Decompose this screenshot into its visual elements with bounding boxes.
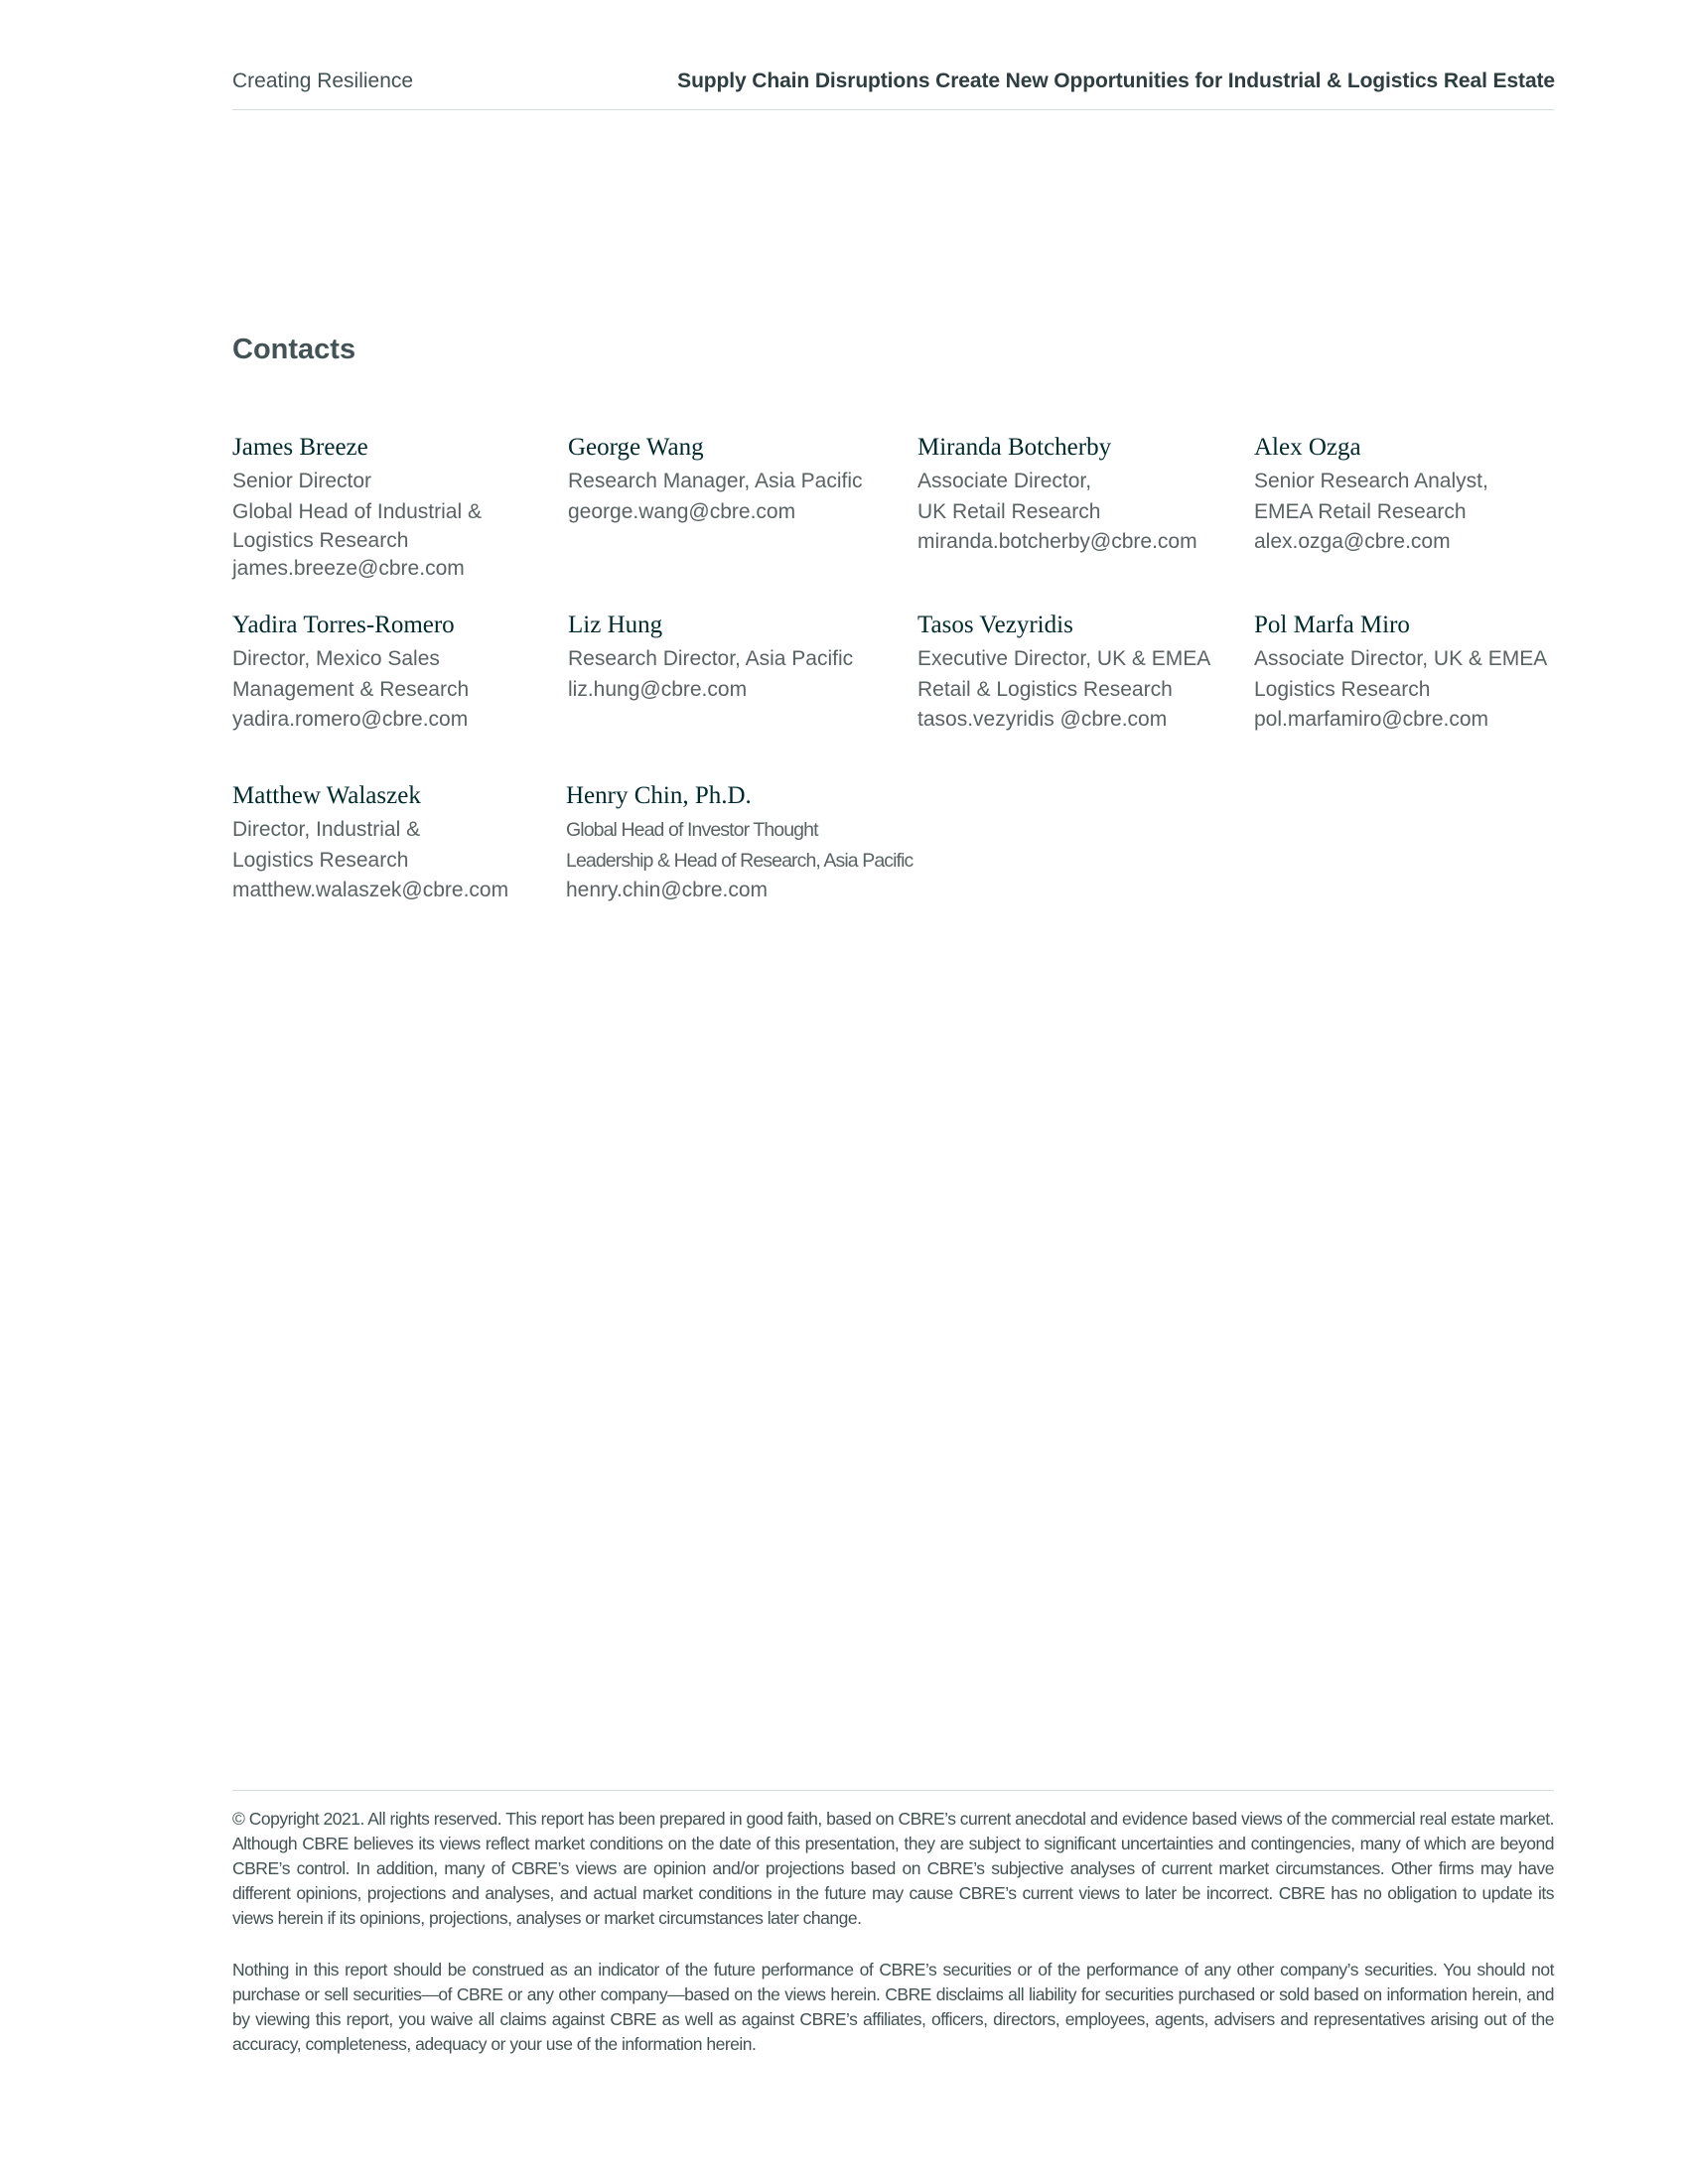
contact-title: UK Retail Research (917, 499, 1101, 523)
contact-email[interactable]: tasos.vezyridis @cbre.com (917, 708, 1168, 731)
contact-title: Logistics Research (232, 848, 409, 872)
contact-email[interactable]: james.breeze@cbre.com (232, 557, 465, 580)
contact-title: Executive Director, UK & EMEA (917, 647, 1211, 670)
contacts-heading: Contacts (232, 334, 356, 365)
header-section-label: Creating Resilience (232, 69, 414, 92)
contact-name: Yadira Torres-Romero (232, 612, 455, 638)
contact-title: Director, Mexico Sales (232, 647, 440, 670)
contact-name: Miranda Botcherby (917, 434, 1112, 461)
contact-name: Matthew Walaszek (232, 782, 421, 809)
contact-title: Logistics Research (232, 529, 409, 552)
copyright-disclaimer: © Copyright 2021. All rights reserved. This report has been prepared in good faith, based on CBRE’s current anecdotal and evidence based views of the commercial real estate market. Although CBRE believes its views reflect market conditions on the date of this presentation, they are subject to significant uncertainties and contingencies, many of which are beyond CBRE’s control. In addition, many of CBRE’s views are opinion and/or projections based on CBRE’s subjective analyses of current market circumstances. Other firms may have different opinions, projections and analyses, and actual market conditions in the future may cause CBRE’s current views to later be incorrect. CBRE has no obligation to update its views herein if its opinions, projections, analyses or market circumstances later change. (232, 1809, 1554, 1928)
contact-name: Tasos Vezyridis (917, 612, 1073, 638)
contact-email[interactable]: henry.chin@cbre.com (566, 879, 769, 901)
contact-email[interactable]: miranda.botcherby@cbre.com (917, 530, 1197, 553)
contact-title: Director, Industrial & (232, 818, 421, 841)
contact-title: EMEA Retail Research (1254, 499, 1467, 523)
contact-name: Pol Marfa Miro (1254, 612, 1410, 638)
contact-card (1254, 611, 1547, 736)
contact-name: Alex Ozga (1254, 434, 1361, 461)
contact-title: Senior Director (232, 470, 372, 492)
contact-email[interactable]: liz.hung@cbre.com (568, 677, 748, 701)
contact-title: Global Head of Investor Thought (566, 819, 818, 841)
contact-card (917, 433, 1197, 558)
contact-email[interactable]: pol.marfamiro@cbre.com (1254, 708, 1489, 731)
contact-title: Research Manager, Asia Pacific (568, 470, 863, 492)
contact-title: Logistics Research (1254, 677, 1431, 701)
contact-email[interactable]: matthew.walaszek@cbre.com (232, 879, 509, 901)
contact-title: Global Head of Industrial & (232, 499, 482, 523)
contact-name: Henry Chin, Ph.D. (566, 782, 752, 809)
contact-name: James Breeze (232, 434, 368, 461)
contact-title: Associate Director, UK & EMEA (1254, 647, 1548, 670)
contact-card (566, 781, 913, 906)
contact-name: George Wang (568, 434, 704, 461)
contact-title: Senior Research Analyst, (1254, 470, 1488, 492)
contact-title: Associate Director, (917, 470, 1092, 492)
contact-title: Retail & Logistics Research (917, 677, 1173, 701)
contact-email[interactable]: george.wang@cbre.com (568, 499, 796, 523)
contact-card (232, 433, 482, 585)
header-divider (232, 109, 1554, 110)
contact-name: Liz Hung (568, 612, 663, 638)
contact-email[interactable]: alex.ozga@cbre.com (1254, 530, 1451, 553)
contact-card (232, 611, 469, 736)
contact-card (1254, 433, 1488, 558)
securities-disclaimer: Nothing in this report should be construed as an indicator of the future performance of CBRE’s securities or of the performance of any other company’s securities. You should not purchase or sell securities—of CBRE or any other company—based on the views herein. CBRE disclaims all liability for securities purchased or sold based on information herein, and by viewing this report, you waive all claims against CBRE as well as against CBRE’s affiliates, officers, directors, employees, agents, advisers and representatives arising out of the accuracy, completeness, adequacy or your use of the information herein. (232, 1960, 1554, 2054)
contact-card (568, 433, 862, 527)
contact-title: Management & Research (232, 677, 470, 701)
contact-email[interactable]: yadira.romero@cbre.com (232, 708, 469, 731)
contact-card (568, 611, 853, 705)
contact-title: Leadership & Head of Research, Asia Pacific (566, 849, 914, 872)
contact-title: Research Director, Asia Pacific (568, 647, 854, 670)
contact-card (917, 611, 1210, 736)
contact-card (232, 781, 508, 906)
footer-divider (232, 1790, 1554, 1791)
header-report-title: Supply Chain Disruptions Create New Opportunities for Industrial & Logistics Real Estate (677, 69, 1555, 92)
